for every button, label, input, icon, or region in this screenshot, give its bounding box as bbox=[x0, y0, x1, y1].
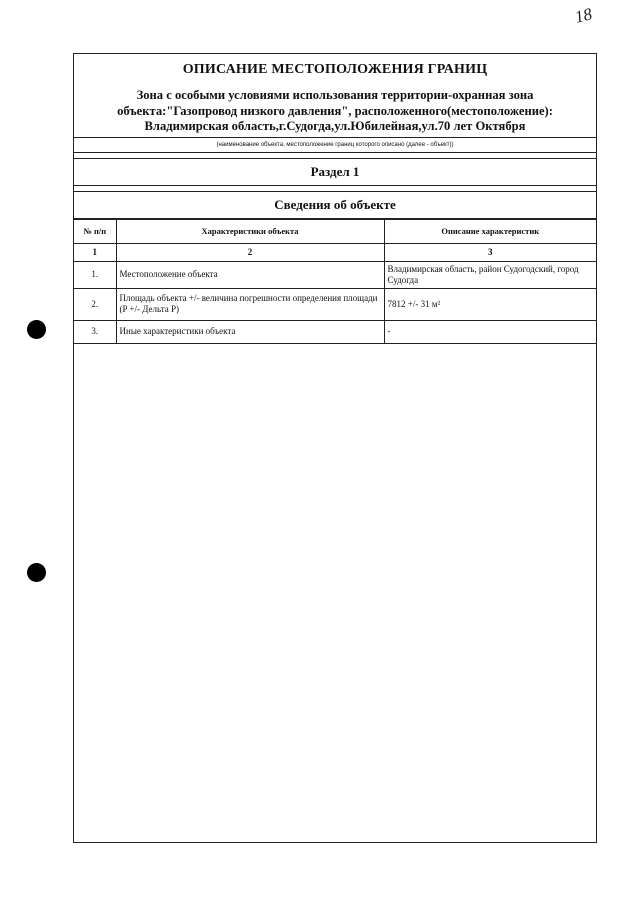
column-number: 2 bbox=[116, 243, 384, 261]
table-row bbox=[74, 320, 596, 343]
description-cell: 7812 +/- 31 м² bbox=[384, 288, 596, 320]
column-number: 3 bbox=[384, 243, 596, 261]
column-number: 1 bbox=[74, 243, 116, 261]
punch-hole bbox=[27, 563, 46, 582]
row-number: 3. bbox=[74, 320, 116, 343]
page-number: 18 bbox=[572, 4, 594, 27]
subtitle-line: Владимирская область,г.Судогда,ул.Юбилейная,ул.70 лет Октября bbox=[144, 119, 526, 133]
document-subtitle bbox=[74, 78, 596, 137]
characteristic-cell: Площадь объекта +/- величина погрешности определения площади (P +/- Дельта P) bbox=[116, 288, 384, 320]
description-cell: - bbox=[384, 320, 596, 343]
document-frame bbox=[73, 53, 597, 843]
table-header-row bbox=[74, 219, 596, 243]
object-info-table bbox=[74, 219, 596, 344]
column-header: № п/п bbox=[74, 219, 116, 243]
description-cell: Владимирская область, район Судогодский, город Судогда bbox=[384, 261, 596, 288]
table-row bbox=[74, 288, 596, 320]
subtitle-line: объекта:"Газопровод низкого давления", расположенного(местоположение): bbox=[117, 103, 553, 118]
row-number: 1. bbox=[74, 261, 116, 288]
punch-hole bbox=[27, 320, 46, 339]
characteristic-cell: Иные характеристики объекта bbox=[116, 320, 384, 343]
characteristic-cell: Местоположение объекта bbox=[116, 261, 384, 288]
document-header bbox=[74, 54, 596, 138]
column-header: Описание характеристик bbox=[384, 219, 596, 243]
subtitle-line: Зона с особыми условиями использования территории-охранная зона bbox=[136, 88, 534, 102]
header-note: (наименование объекта, местоположение границ которого описано (далее - объект)) bbox=[74, 138, 596, 153]
column-number-row bbox=[74, 243, 596, 261]
row-number: 2. bbox=[74, 288, 116, 320]
column-header: Характеристики объекта bbox=[116, 219, 384, 243]
section-title: Раздел 1 bbox=[74, 159, 596, 186]
object-info-title: Сведения об объекте bbox=[74, 192, 596, 219]
document-title: ОПИСАНИЕ МЕСТОПОЛОЖЕНИЯ ГРАНИЦ bbox=[182, 62, 488, 77]
table-row bbox=[74, 261, 596, 288]
